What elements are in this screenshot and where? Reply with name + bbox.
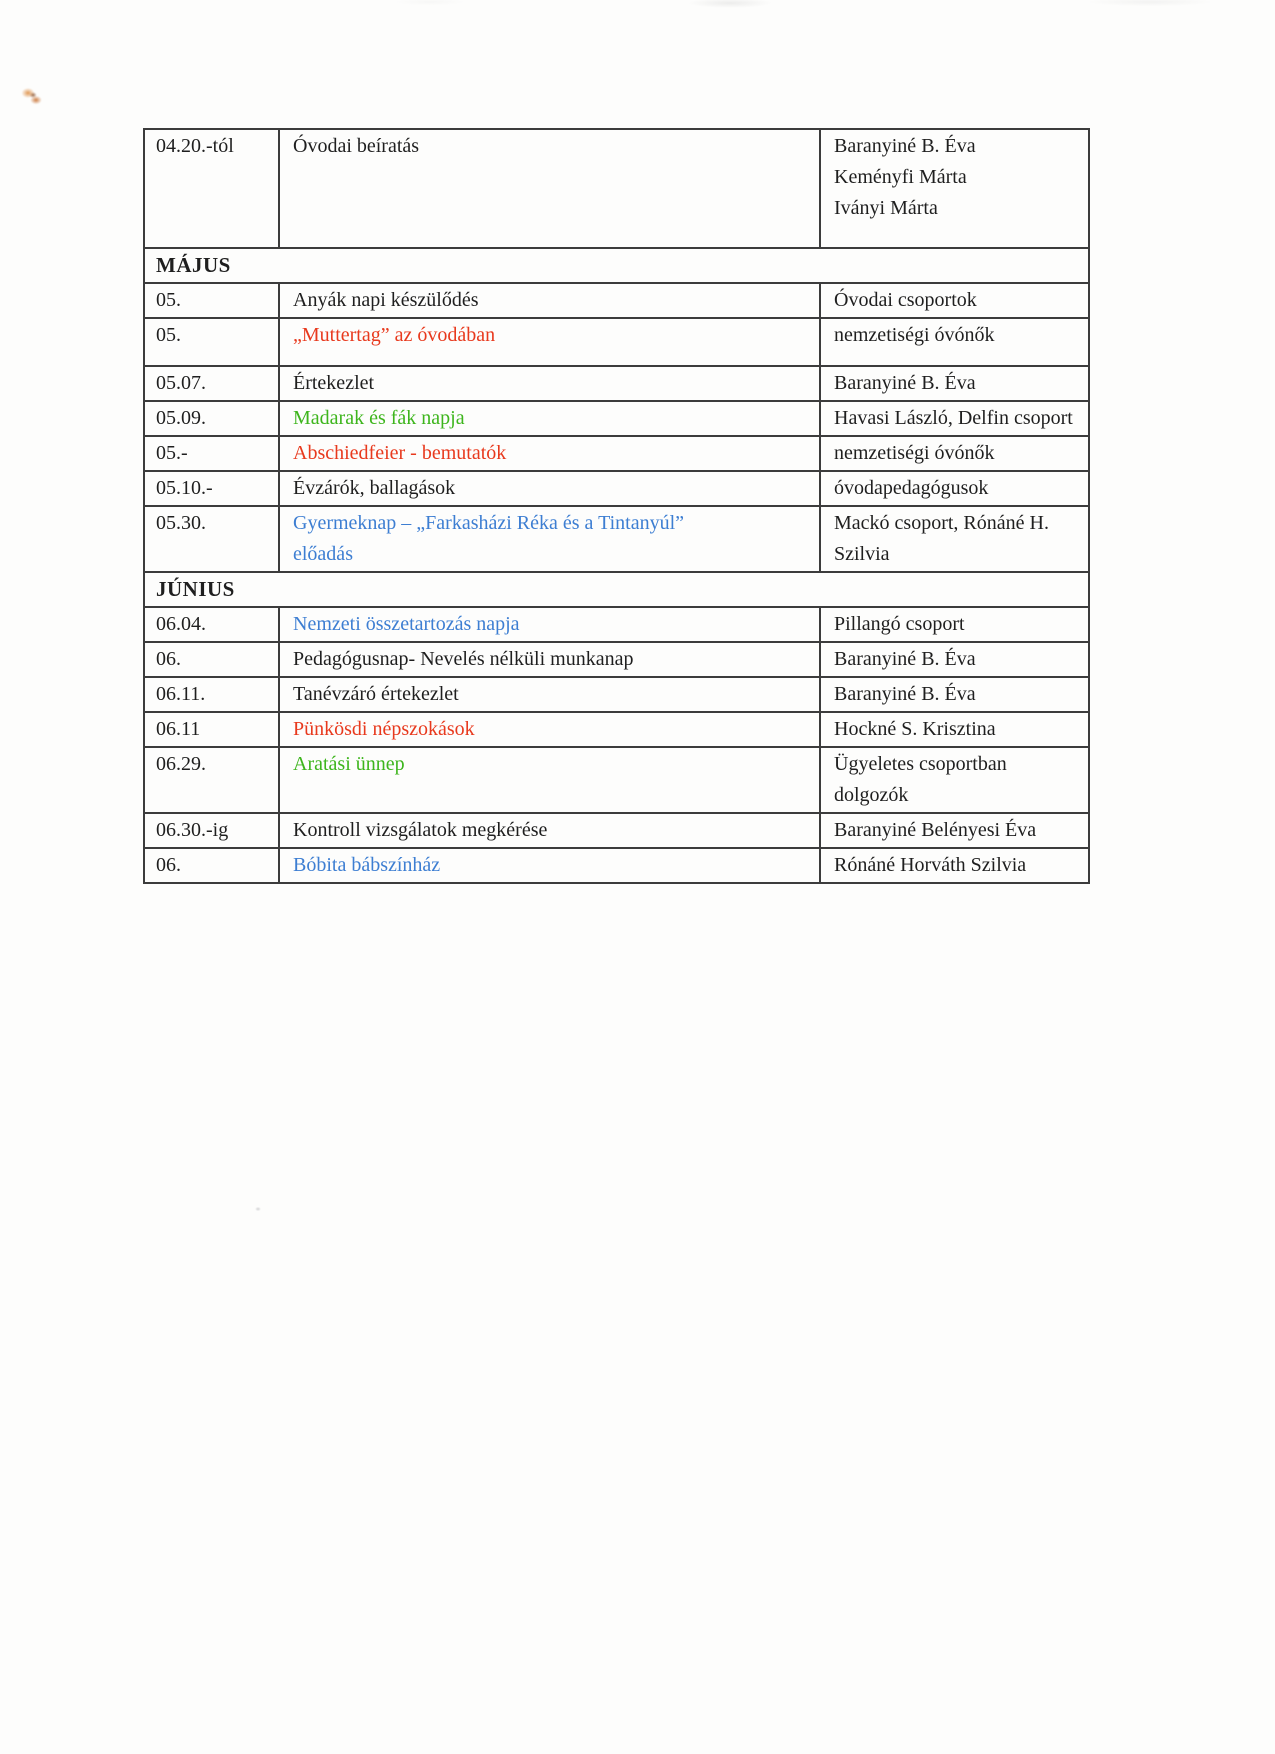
cell-date [144,129,279,248]
cell-date-line: 06. [156,648,181,670]
cell-responsible [820,471,1089,506]
cell-date-line: 05. [156,324,181,346]
cell-responsible-line: Rónáné Horváth Szilvia [834,854,1027,876]
cell-event [279,471,820,506]
cell-responsible [820,712,1089,747]
cell-responsible-line: Baranyiné Belényesi Éva [834,819,1037,841]
cell-responsible-line: Óvodai csoportok [834,289,977,311]
table-row [144,677,1089,712]
cell-responsible [820,848,1089,883]
cell-date [144,747,279,813]
cell-responsible [820,283,1089,318]
cell-event [279,401,820,436]
schedule-table [143,128,1090,884]
cell-date [144,401,279,436]
cell-responsible-line: Hockné S. Krisztina [834,718,996,740]
cell-event-line: Tanévzáró értekezlet [293,683,459,705]
cell-event [279,436,820,471]
cell-date [144,848,279,883]
cell-responsible-line: Keményfi Márta [834,166,967,188]
cell-date-line: 05.10.- [156,477,213,499]
cell-responsible [820,677,1089,712]
cell-event [279,747,820,813]
schedule-table-body [144,129,1089,883]
cell-responsible-line: nemzetiségi óvónők [834,442,995,464]
cell-date [144,506,279,572]
cell-date-line: 05.07. [156,372,206,394]
cell-date-line: 06.11. [156,683,206,705]
table-row [144,712,1089,747]
cell-responsible-line: nemzetiségi óvónők [834,324,995,346]
cell-event [279,283,820,318]
cell-responsible-line: Baranyiné B. Éva [834,135,976,157]
cell-responsible [820,436,1089,471]
table-row [144,129,1089,248]
cell-responsible [820,747,1089,813]
table-row [144,747,1089,813]
table-row [144,471,1089,506]
cell-event-line: Abschiedfeier - bemutatók [293,442,507,464]
cell-date-line: 05. [156,289,181,311]
cell-date-line: 05.- [156,442,188,464]
table-row [144,283,1089,318]
cell-event [279,129,820,248]
cell-date [144,677,279,712]
cell-event [279,848,820,883]
cell-event-line: előadás [293,543,353,565]
speck-mark [254,1206,263,1213]
cell-event [279,318,820,366]
cell-responsible [820,129,1089,248]
cell-event [279,677,820,712]
cell-event-line: Pedagógusnap- Nevelés nélküli munkanap [293,648,634,670]
cell-responsible [820,642,1089,677]
cell-event [279,642,820,677]
cell-event-line: Nemzeti összetartozás napja [293,613,520,635]
cell-event-line: „Muttertag” az óvodában [293,324,496,346]
section-row [144,248,1089,283]
cell-date [144,318,279,366]
cell-event [279,607,820,642]
section-header: MÁJUS [144,248,1089,283]
table-row [144,506,1089,572]
table-row [144,813,1089,848]
cell-date-line: 06.29. [156,753,206,775]
cell-event-line: Kontroll vizsgálatok megkérése [293,819,548,841]
table-row [144,436,1089,471]
cell-event-line: Madarak és fák napja [293,407,465,429]
cell-event-line: Óvodai beíratás [293,135,420,157]
cell-date [144,607,279,642]
cell-date [144,436,279,471]
cell-responsible-line: Havasi László, Delfin csoport [834,407,1073,429]
cell-event [279,813,820,848]
cell-event-line: Pünkösdi népszokások [293,718,475,740]
table-row [144,318,1089,366]
cell-responsible-line: Pillangó csoport [834,613,965,635]
cell-date [144,283,279,318]
table-row [144,607,1089,642]
cell-event-line: Gyermeknap – „Farkasházi Réka és a Tintanyúl” [293,512,685,534]
section-row [144,572,1089,607]
cell-event [279,366,820,401]
cell-event [279,506,820,572]
cell-responsible-line: dolgozók [834,784,909,806]
cell-responsible-line: Baranyiné B. Éva [834,372,976,394]
scan-noise [0,0,1275,14]
cell-event [279,712,820,747]
section-header: JÚNIUS [144,572,1089,607]
cell-responsible-line: Baranyiné B. Éva [834,683,976,705]
cell-date [144,366,279,401]
cell-date [144,471,279,506]
cell-responsible [820,366,1089,401]
table-row [144,401,1089,436]
cell-responsible-line: Mackó csoport, Rónáné H. [834,512,1049,534]
cell-responsible-line: óvodapedagógusok [834,477,989,499]
table-row [144,366,1089,401]
cell-date [144,642,279,677]
cell-date-line: 06. [156,854,181,876]
cell-date-line: 06.30.-ig [156,819,229,841]
cell-responsible [820,401,1089,436]
cell-date [144,712,279,747]
cell-responsible [820,318,1089,366]
cell-event-line: Aratási ünnep [293,753,405,775]
cell-date-line: 06.04. [156,613,206,635]
cell-event-line: Bóbita bábszínház [293,854,441,876]
cell-event-line: Anyák napi készülődés [293,289,479,311]
cell-date-line: 04.20.-tól [156,135,234,157]
cell-event-line: Évzárók, ballagások [293,477,456,499]
cell-responsible-line: Ügyeletes csoportban [834,753,1007,775]
cell-responsible-line: Baranyiné B. Éva [834,648,976,670]
cell-responsible-line: Szilvia [834,543,890,565]
table-row [144,642,1089,677]
cell-responsible [820,607,1089,642]
cell-date-line: 05.09. [156,407,206,429]
cell-date-line: 06.11 [156,718,201,740]
cell-responsible-line: Iványi Márta [834,197,938,219]
stain-mark [18,84,48,110]
cell-responsible [820,813,1089,848]
cell-responsible [820,506,1089,572]
cell-date [144,813,279,848]
table-row [144,848,1089,883]
cell-event-line: Értekezlet [293,372,375,394]
cell-date-line: 05.30. [156,512,206,534]
